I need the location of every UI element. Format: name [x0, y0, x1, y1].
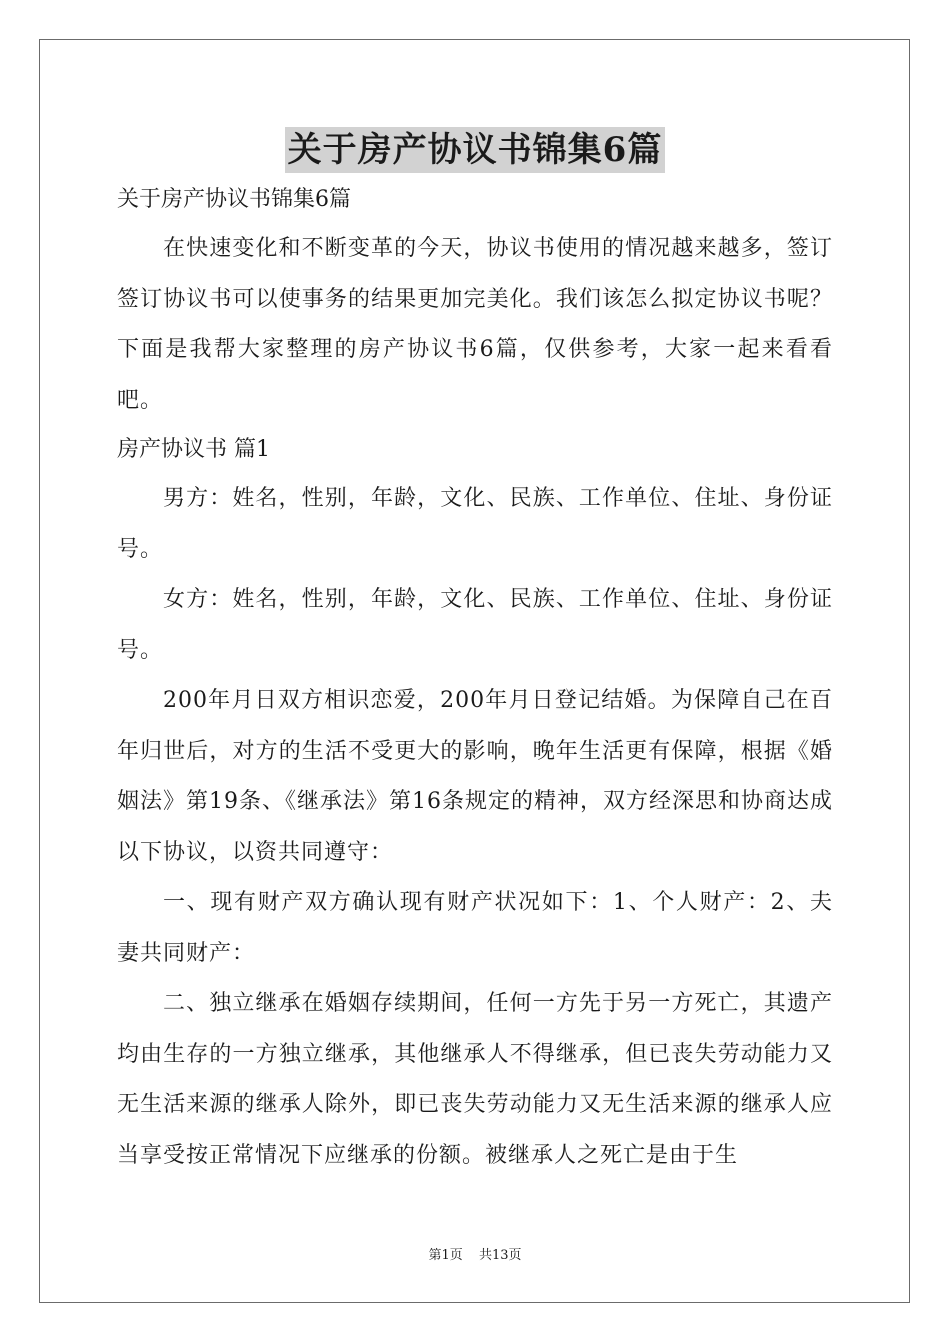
document-body — [117, 176, 833, 1181]
page-footer — [0, 1246, 950, 1266]
paragraph-clause-1: 一、现有财产双方确认现有财产状况如下：1、个人财产：2、夫妻共同财产： — [117, 890, 833, 966]
intro-paragraph: 在快速变化和不断变革的今天，协议书使用的情况越来越多，签订签订协议书可以使事务的结果更加完美化。我们该怎么拟定协议书呢？下面是我帮大家整理的房产协议书6篇，仅供参考，大家一起来看看吧。 — [117, 236, 833, 413]
title-container — [0, 127, 950, 173]
paragraph-female-party: 女方：姓名，性别，年龄，文化、民族、工作单位、住址、身份证号。 — [117, 587, 833, 663]
document-title: 关于房产协议书锦集6篇 — [285, 127, 666, 173]
document-subtitle: 关于房产协议书锦集6篇 — [117, 187, 351, 212]
page-total: 共13页 — [478, 1248, 522, 1263]
paragraph-male-party: 男方：姓名，性别，年龄，文化、民族、工作单位、住址、身份证号。 — [117, 486, 833, 562]
page-number: 第1页 — [428, 1248, 463, 1263]
section-heading: 房产协议书 篇1 — [117, 437, 270, 462]
paragraph-clause-2: 二、独立继承在婚姻存续期间，任何一方先于另一方死亡，其遗产均由生存的一方独立继承，其他继承人不得继承，但已丧失劳动能力又无生活来源的继承人除外，即已丧失劳动能力又无生活来源的继承人应当享受按正常情况下应继承的份额。被继承人之死亡是由于生 — [117, 991, 833, 1168]
paragraph-background: 200年月日双方相识恋爱，200年月日登记结婚。为保障自己在百年归世后，对方的生活不受更大的影响，晚年生活更有保障，根据《婚姻法》第19条、《继承法》第16条规定的精神，双方经深思和协商达成以下协议，以资共同遵守： — [117, 688, 833, 865]
